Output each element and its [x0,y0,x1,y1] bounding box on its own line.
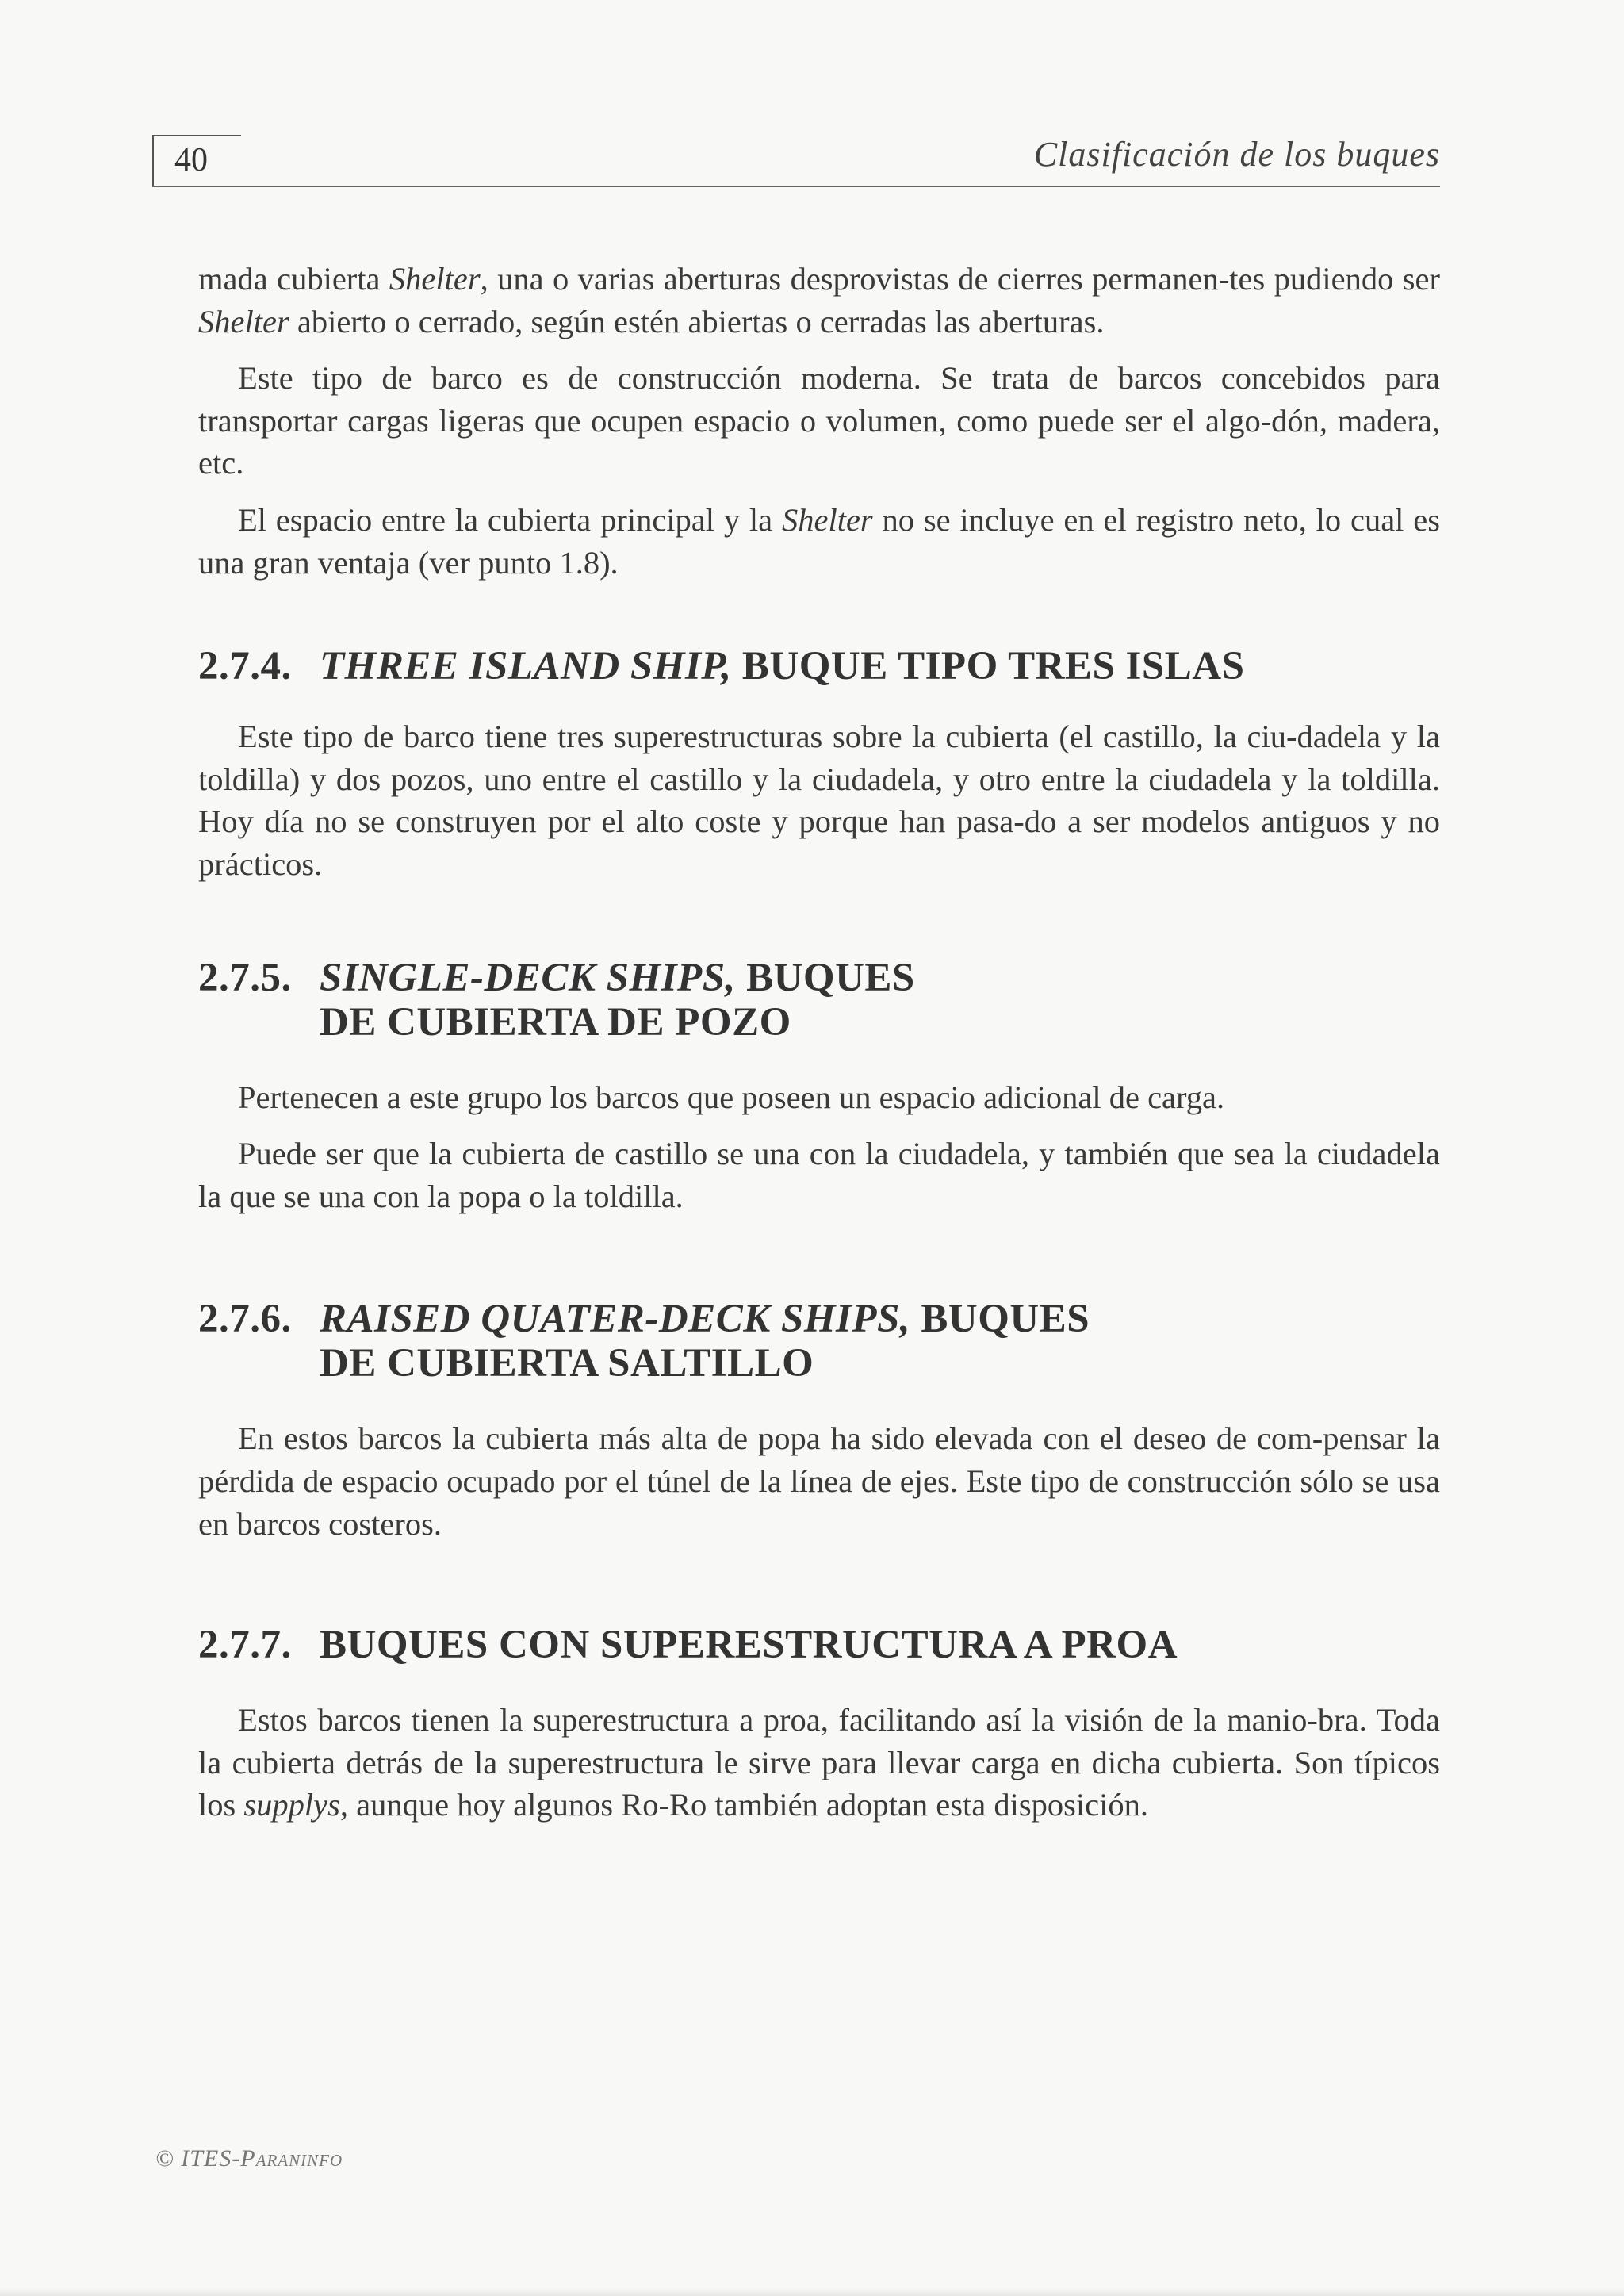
paragraph-single-deck-castle: Puede ser que la cubierta de castillo se una con la ciudadela, y también que sea la ciudadela la que se una con la popa o la toldilla. [198,1136,1440,1214]
heading-2-7-7: 2.7.7. BUQUES CON SUPERESTRUCTURA A PROA [198,1623,1178,1668]
page-content [198,258,1440,1841]
header-rule [152,186,1440,187]
publisher-name: Paraninfo [240,2145,343,2171]
section-number: 2.7.5. [198,955,292,1000]
paragraph-forward-superstructure: Estos barcos tienen la superestructura a proa, facilitando así la visión de la manio-bra. Toda la cubierta detrás de la superestructura le sirve para llevar carga en dicha cubierta. Son típicos los supplys, aunque hoy algunos Ro-Ro también adoptan esta disposición. [198,1702,1440,1823]
term-shelter: Shelter [389,261,481,297]
section-number: 2.7.6. [198,1297,292,1342]
term-supplys: supplys [243,1787,340,1823]
scan-edge-shadow [0,2288,1624,2296]
footer-copyright: © ITES-Paraninfo [155,2145,343,2171]
paragraph-net-register: El espacio entre la cubierta principal y la Shelter no se incluye en el registro neto, lo cual es una gran ventaja (ver punto 1.8). [198,501,1440,581]
page-number: 40 [174,142,208,178]
paragraph-shelter-continuation: mada cubierta Shelter, una o varias aberturas desprovistas de cierres permanen-tes pudiendo ser Shelter abierto o cerrado, según estén abiertas o cerradas las aberturas. [198,261,1440,339]
heading-2-7-5: 2.7.5. SINGLE-DECK SHIPS, BUQUES DE CUBIERTA DE POZO [198,955,915,1045]
section-number: 2.7.7. [198,1623,292,1668]
paragraph-modern-construction: Este tipo de barco es de construcción moderna. Se trata de barcos concebidos para transportar cargas ligeras que ocupen espacio o volumen, como puede ser el algo-dón, madera, etc. [198,360,1440,481]
paragraph-three-island: Este tipo de barco tiene tres superestructuras sobre la cubierta (el castillo, la ciu-dadela y la toldilla) y dos pozos, uno entre el castillo y la ciudadela, y otro entre la ciudadela y la toldilla. Hoy día no se construyen por el alto coste y porque han pasa-do a ser modelos antiguos y no prácticos. [198,719,1440,882]
heading-2-7-6: 2.7.6. RAISED QUATER-DECK SHIPS, BUQUES DE CUBIERTA SALTILLO [198,1297,1090,1386]
term-shelter: Shelter [198,303,289,339]
paragraph-raised-quarter-deck: En estos barcos la cubierta más alta de popa ha sido elevada con el deseo de com-pensar la pérdida de espacio ocupado por el túnel de la línea de ejes. Este tipo de construcción sólo se usa en barcos costeros. [198,1420,1440,1542]
paragraph-single-deck-group: Pertenecen a este grupo los barcos que poseen un espacio adicional de carga. [238,1079,1225,1115]
heading-2-7-4: 2.7.4. THREE ISLAND SHIP, BUQUE TIPO TRES ISLAS [198,644,1245,689]
running-title: Clasificación de los buques [1033,135,1440,174]
term-shelter: Shelter [781,501,873,538]
section-number: 2.7.4. [198,644,292,689]
